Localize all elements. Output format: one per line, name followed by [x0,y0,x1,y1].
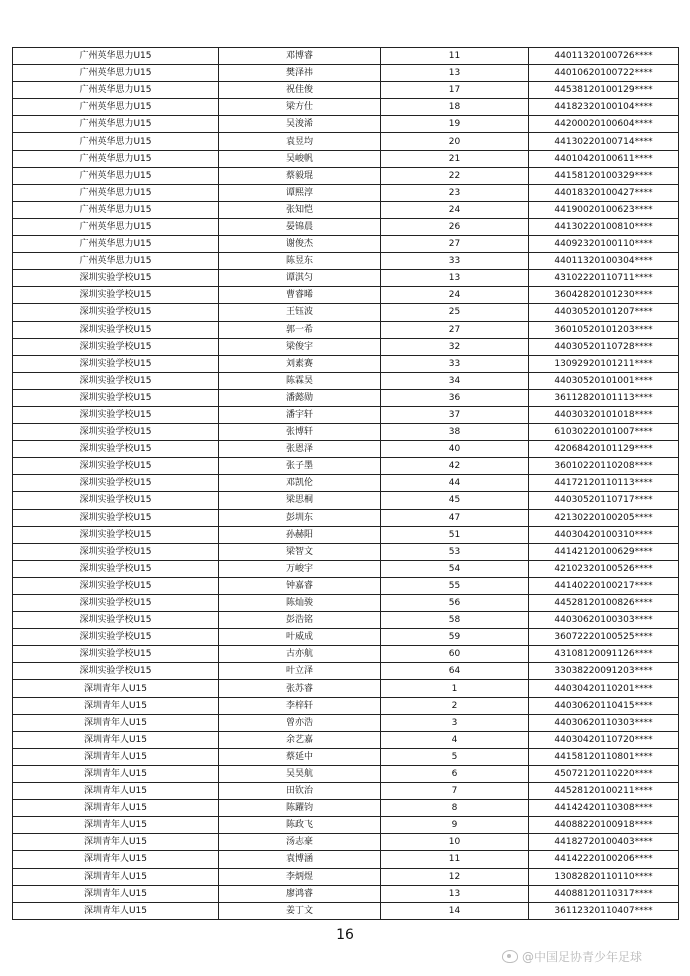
table-row [13,629,679,646]
player-name-cell: 梁思桐 [219,492,381,509]
table-row [13,731,679,748]
jersey-number-cell: 4 [381,731,529,748]
jersey-number-cell: 10 [381,834,529,851]
id-number-cell: 13082820110110**** [529,868,679,885]
player-name-cell: 汤志豪 [219,834,381,851]
player-name-cell: 万峻宇 [219,560,381,577]
jersey-number-cell: 36 [381,389,529,406]
player-name-cell: 孙赫阳 [219,526,381,543]
team-cell: 深圳青年人U15 [13,697,219,714]
id-number-cell: 45072120110220**** [529,765,679,782]
player-name-cell: 梁方仕 [219,99,381,116]
id-number-cell: 44030520110728**** [529,338,679,355]
table-row [13,321,679,338]
team-cell: 深圳青年人U15 [13,817,219,834]
team-cell: 深圳实验学校U15 [13,475,219,492]
team-cell: 深圳青年人U15 [13,851,219,868]
team-cell: 广州英华思力U15 [13,150,219,167]
player-name-cell: 张博轩 [219,424,381,441]
table-row [13,817,679,834]
jersey-number-cell: 27 [381,236,529,253]
player-name-cell: 余艺嘉 [219,731,381,748]
id-number-cell: 36072220100525**** [529,629,679,646]
id-number-cell: 33038220091203**** [529,663,679,680]
player-name-cell: 彭圳东 [219,509,381,526]
table-row [13,389,679,406]
id-number-cell: 44030620100303**** [529,612,679,629]
jersey-number-cell: 60 [381,646,529,663]
id-number-cell: 44030620110303**** [529,714,679,731]
team-cell: 深圳青年人U15 [13,765,219,782]
team-cell: 深圳实验学校U15 [13,543,219,560]
player-name-cell: 曾亦浩 [219,714,381,731]
jersey-number-cell: 56 [381,595,529,612]
id-number-cell: 44030520101001**** [529,372,679,389]
player-name-cell: 张苏睿 [219,680,381,697]
player-name-cell: 陈霖昊 [219,372,381,389]
player-name-cell: 陈躍钧 [219,800,381,817]
player-name-cell: 蔡毅琨 [219,167,381,184]
player-name-cell: 陈灿骏 [219,595,381,612]
jersey-number-cell: 11 [381,851,529,868]
table-row [13,48,679,65]
team-cell: 深圳实验学校U15 [13,424,219,441]
table-row [13,577,679,594]
id-number-cell: 42130220100205**** [529,509,679,526]
id-number-cell: 36112320110407**** [529,902,679,919]
jersey-number-cell: 55 [381,577,529,594]
player-name-cell: 张知恺 [219,201,381,218]
team-cell: 深圳实验学校U15 [13,646,219,663]
team-cell: 深圳青年人U15 [13,714,219,731]
jersey-number-cell: 51 [381,526,529,543]
team-cell: 广州英华思力U15 [13,65,219,82]
table-row [13,116,679,133]
player-name-cell: 邓博睿 [219,48,381,65]
jersey-number-cell: 13 [381,885,529,902]
player-name-cell: 陈昱东 [219,253,381,270]
id-number-cell: 44142220100206**** [529,851,679,868]
id-number-cell: 44538120100129**** [529,82,679,99]
table-row [13,82,679,99]
player-name-cell: 吴峻帆 [219,150,381,167]
jersey-number-cell: 21 [381,150,529,167]
id-number-cell: 61030220101007**** [529,424,679,441]
player-name-cell: 祝佳俊 [219,82,381,99]
id-number-cell: 44158120110801**** [529,748,679,765]
player-name-cell: 姜丁文 [219,902,381,919]
jersey-number-cell: 12 [381,868,529,885]
table-row [13,868,679,885]
table-row [13,150,679,167]
table-row [13,646,679,663]
player-name-cell: 潘宇轩 [219,406,381,423]
id-number-cell: 44130220100714**** [529,133,679,150]
player-name-cell: 李梓轩 [219,697,381,714]
id-number-cell: 43102220110711**** [529,270,679,287]
team-cell: 广州英华思力U15 [13,116,219,133]
table-row [13,560,679,577]
table-row [13,99,679,116]
team-cell: 深圳实验学校U15 [13,663,219,680]
jersey-number-cell: 32 [381,338,529,355]
jersey-number-cell: 8 [381,800,529,817]
id-number-cell: 44130220100810**** [529,218,679,235]
player-name-cell: 郭一希 [219,321,381,338]
team-cell: 深圳实验学校U15 [13,355,219,372]
table-row [13,543,679,560]
id-number-cell: 13092920101211**** [529,355,679,372]
roster-table [12,47,679,920]
team-cell: 深圳实验学校U15 [13,372,219,389]
player-name-cell: 古亦航 [219,646,381,663]
team-cell: 深圳实验学校U15 [13,304,219,321]
jersey-number-cell: 24 [381,287,529,304]
jersey-number-cell: 5 [381,748,529,765]
id-number-cell: 44030420100310**** [529,526,679,543]
table-row [13,492,679,509]
table-row [13,218,679,235]
id-number-cell: 44030520101207**** [529,304,679,321]
id-number-cell: 44030420110201**** [529,680,679,697]
team-cell: 广州英华思力U15 [13,253,219,270]
id-number-cell: 42102320100526**** [529,560,679,577]
jersey-number-cell: 54 [381,560,529,577]
player-name-cell: 刘素赛 [219,355,381,372]
jersey-number-cell: 24 [381,201,529,218]
table-row [13,167,679,184]
id-number-cell: 44030520110717**** [529,492,679,509]
team-cell: 深圳实验学校U15 [13,287,219,304]
table-row [13,441,679,458]
player-name-cell: 袁昱均 [219,133,381,150]
table-row [13,355,679,372]
team-cell: 深圳实验学校U15 [13,441,219,458]
player-name-cell: 叶威成 [219,629,381,646]
jersey-number-cell: 44 [381,475,529,492]
watermark-text: @中国足协青少年足球 [522,950,643,964]
jersey-number-cell: 23 [381,184,529,201]
jersey-number-cell: 9 [381,817,529,834]
jersey-number-cell: 47 [381,509,529,526]
player-name-cell: 吴浚浠 [219,116,381,133]
team-cell: 广州英华思力U15 [13,201,219,218]
team-cell: 深圳青年人U15 [13,680,219,697]
jersey-number-cell: 14 [381,902,529,919]
player-name-cell: 邓凯伦 [219,475,381,492]
table-row [13,800,679,817]
table-row [13,236,679,253]
player-name-cell: 谭熙淳 [219,184,381,201]
id-number-cell: 43108120091126**** [529,646,679,663]
jersey-number-cell: 22 [381,167,529,184]
table-row [13,270,679,287]
jersey-number-cell: 37 [381,406,529,423]
table-row [13,304,679,321]
team-cell: 深圳实验学校U15 [13,577,219,594]
id-number-cell: 36010520101203**** [529,321,679,338]
player-name-cell: 陈政飞 [219,817,381,834]
player-name-cell: 钟嘉睿 [219,577,381,594]
team-cell: 深圳实验学校U15 [13,406,219,423]
player-name-cell: 张恩泽 [219,441,381,458]
team-cell: 深圳青年人U15 [13,902,219,919]
player-name-cell: 谢俊杰 [219,236,381,253]
team-cell: 广州英华思力U15 [13,82,219,99]
id-number-cell: 36010220110208**** [529,458,679,475]
id-number-cell: 44010620100722**** [529,65,679,82]
team-cell: 深圳实验学校U15 [13,629,219,646]
jersey-number-cell: 25 [381,304,529,321]
id-number-cell: 44158120100329**** [529,167,679,184]
jersey-number-cell: 53 [381,543,529,560]
player-name-cell: 吴昊航 [219,765,381,782]
jersey-number-cell: 13 [381,65,529,82]
table-row [13,714,679,731]
id-number-cell: 44011320100726**** [529,48,679,65]
player-name-cell: 王钰波 [219,304,381,321]
jersey-number-cell: 59 [381,629,529,646]
team-cell: 广州英华思力U15 [13,167,219,184]
team-cell: 深圳实验学校U15 [13,612,219,629]
jersey-number-cell: 1 [381,680,529,697]
jersey-number-cell: 42 [381,458,529,475]
team-cell: 深圳实验学校U15 [13,526,219,543]
player-name-cell: 晏锦晨 [219,218,381,235]
team-cell: 广州英华思力U15 [13,184,219,201]
player-name-cell: 蔡延中 [219,748,381,765]
id-number-cell: 44190020100623**** [529,201,679,218]
jersey-number-cell: 26 [381,218,529,235]
player-name-cell: 樊泽祎 [219,65,381,82]
table-row [13,526,679,543]
jersey-number-cell: 34 [381,372,529,389]
team-cell: 深圳青年人U15 [13,783,219,800]
player-name-cell: 叶立泽 [219,663,381,680]
table-row [13,509,679,526]
id-number-cell: 42068420101129**** [529,441,679,458]
table-row [13,406,679,423]
team-cell: 广州英华思力U15 [13,236,219,253]
id-number-cell: 44182320100104**** [529,99,679,116]
table-row [13,595,679,612]
id-number-cell: 44010420100611**** [529,150,679,167]
table-row [13,697,679,714]
table-row [13,680,679,697]
id-number-cell: 44030320101018**** [529,406,679,423]
table-row [13,663,679,680]
team-cell: 深圳实验学校U15 [13,492,219,509]
player-name-cell: 谭淇匀 [219,270,381,287]
team-cell: 深圳青年人U15 [13,800,219,817]
jersey-number-cell: 6 [381,765,529,782]
team-cell: 深圳实验学校U15 [13,509,219,526]
player-name-cell: 袁博涵 [219,851,381,868]
team-cell: 深圳实验学校U15 [13,338,219,355]
jersey-number-cell: 18 [381,99,529,116]
table-row [13,133,679,150]
team-cell: 深圳青年人U15 [13,834,219,851]
player-name-cell: 田钦治 [219,783,381,800]
id-number-cell: 44092320100110**** [529,236,679,253]
team-cell: 深圳实验学校U15 [13,321,219,338]
team-cell: 广州英华思力U15 [13,99,219,116]
table-row [13,748,679,765]
jersey-number-cell: 33 [381,355,529,372]
jersey-number-cell: 33 [381,253,529,270]
watermark [502,948,642,965]
jersey-number-cell: 17 [381,82,529,99]
jersey-number-cell: 3 [381,714,529,731]
jersey-number-cell: 13 [381,270,529,287]
jersey-number-cell: 38 [381,424,529,441]
id-number-cell: 44142120100629**** [529,543,679,560]
jersey-number-cell: 7 [381,783,529,800]
jersey-number-cell: 58 [381,612,529,629]
team-cell: 广州英华思力U15 [13,218,219,235]
team-cell: 深圳青年人U15 [13,731,219,748]
id-number-cell: 44142420110308**** [529,800,679,817]
table-row [13,902,679,919]
weibo-icon [502,950,518,963]
roster-body [13,48,679,920]
player-name-cell: 廖鸿睿 [219,885,381,902]
table-row [13,851,679,868]
table-row [13,338,679,355]
player-name-cell: 张子墨 [219,458,381,475]
table-row [13,65,679,82]
table-row [13,885,679,902]
jersey-number-cell: 64 [381,663,529,680]
player-name-cell: 彭浩铭 [219,612,381,629]
team-cell: 深圳实验学校U15 [13,389,219,406]
jersey-number-cell: 19 [381,116,529,133]
id-number-cell: 44088120110317**** [529,885,679,902]
team-cell: 深圳实验学校U15 [13,560,219,577]
jersey-number-cell: 11 [381,48,529,65]
team-cell: 广州英华思力U15 [13,48,219,65]
table-row [13,458,679,475]
team-cell: 深圳实验学校U15 [13,270,219,287]
team-cell: 深圳实验学校U15 [13,595,219,612]
table-row [13,765,679,782]
table-row [13,834,679,851]
id-number-cell: 36112820101113**** [529,389,679,406]
table-row [13,612,679,629]
jersey-number-cell: 45 [381,492,529,509]
jersey-number-cell: 20 [381,133,529,150]
team-cell: 深圳青年人U15 [13,885,219,902]
id-number-cell: 44030620110415**** [529,697,679,714]
team-cell: 深圳青年人U15 [13,748,219,765]
player-name-cell: 梁俊宇 [219,338,381,355]
jersey-number-cell: 27 [381,321,529,338]
team-cell: 深圳实验学校U15 [13,458,219,475]
jersey-number-cell: 2 [381,697,529,714]
player-name-cell: 李炳煜 [219,868,381,885]
table-row [13,201,679,218]
player-name-cell: 梁智文 [219,543,381,560]
table-row [13,253,679,270]
id-number-cell: 44018320100427**** [529,184,679,201]
id-number-cell: 36042820101230**** [529,287,679,304]
player-name-cell: 潘懿勋 [219,389,381,406]
page-number: 16 [336,927,354,943]
team-cell: 深圳青年人U15 [13,868,219,885]
id-number-cell: 44172120110113**** [529,475,679,492]
player-name-cell: 曹睿晞 [219,287,381,304]
jersey-number-cell: 40 [381,441,529,458]
id-number-cell: 44182720100403**** [529,834,679,851]
table-row [13,184,679,201]
id-number-cell: 44528120100211**** [529,783,679,800]
id-number-cell: 44030420110720**** [529,731,679,748]
team-cell: 广州英华思力U15 [13,133,219,150]
table-row [13,424,679,441]
table-row [13,372,679,389]
id-number-cell: 44140220100217**** [529,577,679,594]
id-number-cell: 44011320100304**** [529,253,679,270]
id-number-cell: 44528120100826**** [529,595,679,612]
id-number-cell: 44088220100918**** [529,817,679,834]
id-number-cell: 44200020100604**** [529,116,679,133]
table-row [13,783,679,800]
table-row [13,475,679,492]
table-row [13,287,679,304]
